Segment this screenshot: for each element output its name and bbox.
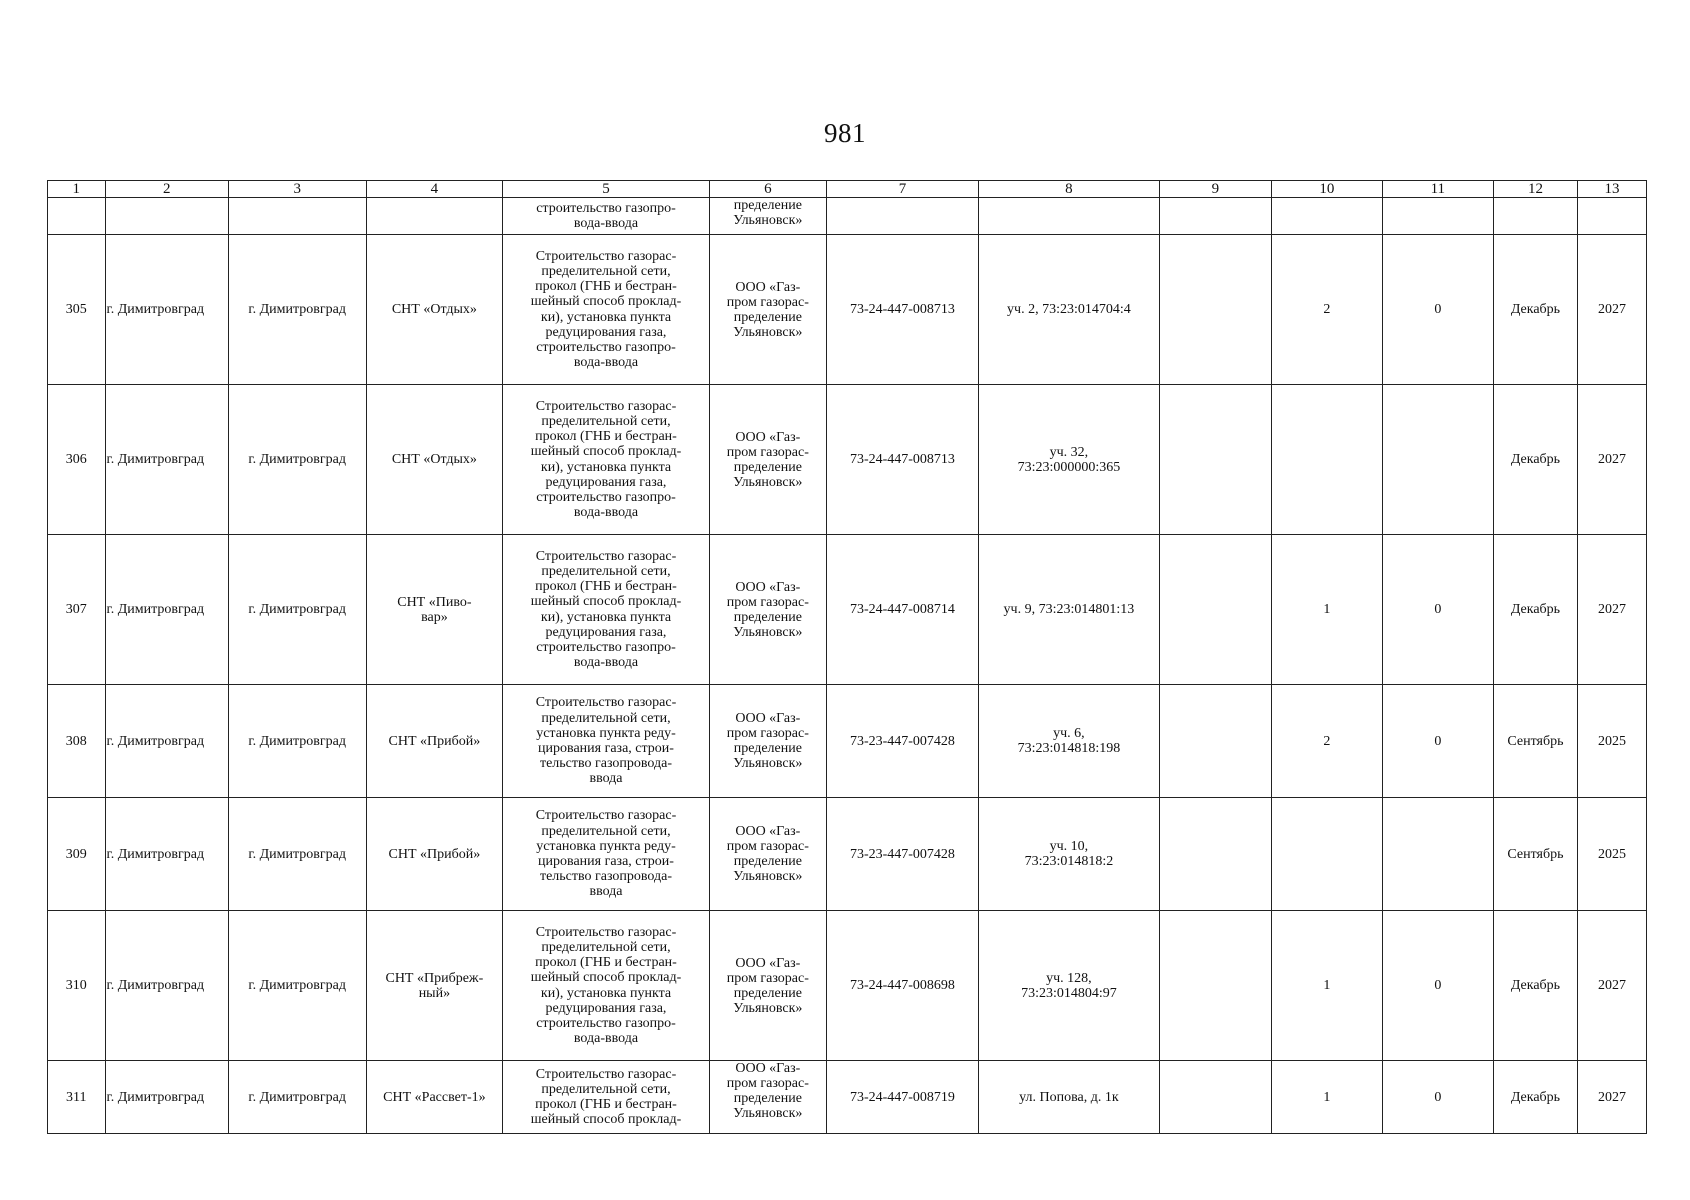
col-header-5: 5	[503, 181, 710, 198]
cell-col10	[1271, 198, 1382, 235]
col-header-8: 8	[978, 181, 1159, 198]
col-header-9: 9	[1159, 181, 1271, 198]
cell-locality: г. Димитровград	[228, 535, 366, 685]
cell-month: Декабрь	[1493, 1061, 1577, 1134]
cell-org: ООО «Газ- пром газорас- пределение Ульяновск»	[709, 535, 826, 685]
cell-code: 73-24-447-008719	[826, 1061, 978, 1134]
cell-object: СНТ «Рассвет-1»	[366, 1061, 503, 1134]
cell-locality: г. Димитровград	[228, 911, 366, 1061]
cell-code: 73-23-447-007428	[826, 798, 978, 911]
cell-locality	[228, 198, 366, 235]
cell-district: г. Димитровград	[105, 1061, 228, 1134]
cell-address: уч. 128, 73:23:014804:97	[978, 911, 1159, 1061]
col-header-4: 4	[366, 181, 503, 198]
cell-address: уч. 6, 73:23:014818:198	[978, 685, 1159, 798]
cell-district: г. Димитровград	[105, 685, 228, 798]
cell-year: 2027	[1578, 385, 1647, 535]
cell-locality: г. Димитровград	[228, 385, 366, 535]
table-row	[48, 685, 1647, 798]
cell-work: строительство газопро- вода-ввода	[503, 198, 710, 235]
cell-month: Сентябрь	[1493, 798, 1577, 911]
cell-col9	[1159, 385, 1271, 535]
cell-org: ООО «Газ- пром газорас- пределение Ульяновск»	[709, 911, 826, 1061]
cell-address: уч. 2, 73:23:014704:4	[978, 235, 1159, 385]
cell-num: 311	[48, 1061, 106, 1134]
table-row	[48, 535, 1647, 685]
cell-locality: г. Димитровград	[228, 798, 366, 911]
cell-num: 310	[48, 911, 106, 1061]
cell-object: СНТ «Прибреж- ный»	[366, 911, 503, 1061]
cell-year: 2027	[1578, 235, 1647, 385]
cell-district: г. Димитровград	[105, 235, 228, 385]
cell-num: 306	[48, 385, 106, 535]
cell-year: 2027	[1578, 1061, 1647, 1134]
cell-col9	[1159, 911, 1271, 1061]
cell-district	[105, 198, 228, 235]
cell-address: ул. Попова, д. 1к	[978, 1061, 1159, 1134]
cell-col9	[1159, 798, 1271, 911]
table-row	[48, 385, 1647, 535]
cell-code	[826, 198, 978, 235]
cell-org: ООО «Газ- пром газорас- пределение Ульяновск»	[709, 1061, 826, 1134]
cell-month: Декабрь	[1493, 911, 1577, 1061]
cell-col9	[1159, 685, 1271, 798]
cell-org: пределение Ульяновск»	[709, 198, 826, 235]
col-header-11: 11	[1382, 181, 1493, 198]
cell-col11: 0	[1382, 535, 1493, 685]
cell-address	[978, 198, 1159, 235]
col-header-13: 13	[1578, 181, 1647, 198]
col-header-6: 6	[709, 181, 826, 198]
cell-district: г. Димитровград	[105, 535, 228, 685]
cell-locality: г. Димитровград	[228, 235, 366, 385]
cell-year: 2025	[1578, 685, 1647, 798]
cell-col10: 1	[1271, 1061, 1382, 1134]
col-header-3: 3	[228, 181, 366, 198]
cell-col9	[1159, 198, 1271, 235]
cell-work: Строительство газорас- пределительной сети, прокол (ГНБ и бестран- шейный способ проклад- ки), установка пункта редуцирования газа, строительство газопро- вода-ввода	[503, 385, 710, 535]
cell-col11: 0	[1382, 911, 1493, 1061]
table-row	[48, 1061, 1647, 1134]
cell-num: 307	[48, 535, 106, 685]
cell-col10: 1	[1271, 911, 1382, 1061]
col-header-12: 12	[1493, 181, 1577, 198]
table-row	[48, 911, 1647, 1061]
cell-year: 2027	[1578, 911, 1647, 1061]
cell-work: Строительство газорас- пределительной сети, прокол (ГНБ и бестран- шейный способ проклад- ки), установка пункта редуцирования газа, строительство газопро- вода-ввода	[503, 535, 710, 685]
cell-locality: г. Димитровград	[228, 685, 366, 798]
table-row	[48, 798, 1647, 911]
cell-locality: г. Димитровград	[228, 1061, 366, 1134]
cell-org: ООО «Газ- пром газорас- пределение Ульяновск»	[709, 798, 826, 911]
cell-col9	[1159, 235, 1271, 385]
cell-address: уч. 9, 73:23:014801:13	[978, 535, 1159, 685]
cell-col11	[1382, 198, 1493, 235]
cell-col11: 0	[1382, 1061, 1493, 1134]
cell-num: 308	[48, 685, 106, 798]
col-header-1: 1	[48, 181, 106, 198]
col-header-10: 10	[1271, 181, 1382, 198]
column-number-row	[48, 181, 1647, 198]
cell-col10: 1	[1271, 535, 1382, 685]
cell-col9	[1159, 1061, 1271, 1134]
cell-org: ООО «Газ- пром газорас- пределение Ульяновск»	[709, 685, 826, 798]
cell-code: 73-24-447-008713	[826, 235, 978, 385]
cell-month: Сентябрь	[1493, 685, 1577, 798]
cell-code: 73-23-447-007428	[826, 685, 978, 798]
cell-col11	[1382, 798, 1493, 911]
cell-code: 73-24-447-008713	[826, 385, 978, 535]
cell-month: Декабрь	[1493, 385, 1577, 535]
cell-month: Декабрь	[1493, 535, 1577, 685]
cell-work: Строительство газорас- пределительной сети, прокол (ГНБ и бестран- шейный способ проклад-	[503, 1061, 710, 1134]
registry-table	[47, 180, 1647, 1134]
cell-col10	[1271, 385, 1382, 535]
cell-district: г. Димитровград	[105, 798, 228, 911]
cell-year: 2025	[1578, 798, 1647, 911]
page-number: 981	[824, 118, 866, 148]
cell-month: Декабрь	[1493, 235, 1577, 385]
cell-object: СНТ «Отдых»	[366, 235, 503, 385]
cell-num: 305	[48, 235, 106, 385]
cell-num	[48, 198, 106, 235]
cell-object	[366, 198, 503, 235]
cell-col11: 0	[1382, 235, 1493, 385]
cell-address: уч. 10, 73:23:014818:2	[978, 798, 1159, 911]
cell-col10: 2	[1271, 235, 1382, 385]
col-header-2: 2	[105, 181, 228, 198]
cell-district: г. Димитровград	[105, 385, 228, 535]
cell-work: Строительство газорас- пределительной сети, прокол (ГНБ и бестран- шейный способ проклад- ки), установка пункта редуцирования газа, строительство газопро- вода-ввода	[503, 235, 710, 385]
cell-org: ООО «Газ- пром газорас- пределение Ульяновск»	[709, 235, 826, 385]
cell-year	[1578, 198, 1647, 235]
cell-col10	[1271, 798, 1382, 911]
table-body	[48, 181, 1647, 1134]
cell-object: СНТ «Прибой»	[366, 798, 503, 911]
cell-month	[1493, 198, 1577, 235]
cell-col10: 2	[1271, 685, 1382, 798]
cell-work: Строительство газорас- пределительной сети, установка пункта реду- цирования газа, строи- тельство газопровода- ввода	[503, 685, 710, 798]
cell-district: г. Димитровград	[105, 911, 228, 1061]
cell-work: Строительство газорас- пределительной сети, установка пункта реду- цирования газа, строи- тельство газопровода- ввода	[503, 798, 710, 911]
cell-col11: 0	[1382, 685, 1493, 798]
cell-code: 73-24-447-008698	[826, 911, 978, 1061]
cell-work: Строительство газорас- пределительной сети, прокол (ГНБ и бестран- шейный способ проклад- ки), установка пункта редуцирования газа, строительство газопро- вода-ввода	[503, 911, 710, 1061]
col-header-7: 7	[826, 181, 978, 198]
cell-col9	[1159, 535, 1271, 685]
cell-code: 73-24-447-008714	[826, 535, 978, 685]
cell-object: СНТ «Отдых»	[366, 385, 503, 535]
cell-org: ООО «Газ- пром газорас- пределение Ульяновск»	[709, 385, 826, 535]
table-row	[48, 235, 1647, 385]
cell-address: уч. 32, 73:23:000000:365	[978, 385, 1159, 535]
cell-col11	[1382, 385, 1493, 535]
continuation-row	[48, 198, 1647, 235]
cell-num: 309	[48, 798, 106, 911]
cell-object: СНТ «Пиво- вар»	[366, 535, 503, 685]
cell-year: 2027	[1578, 535, 1647, 685]
cell-object: СНТ «Прибой»	[366, 685, 503, 798]
